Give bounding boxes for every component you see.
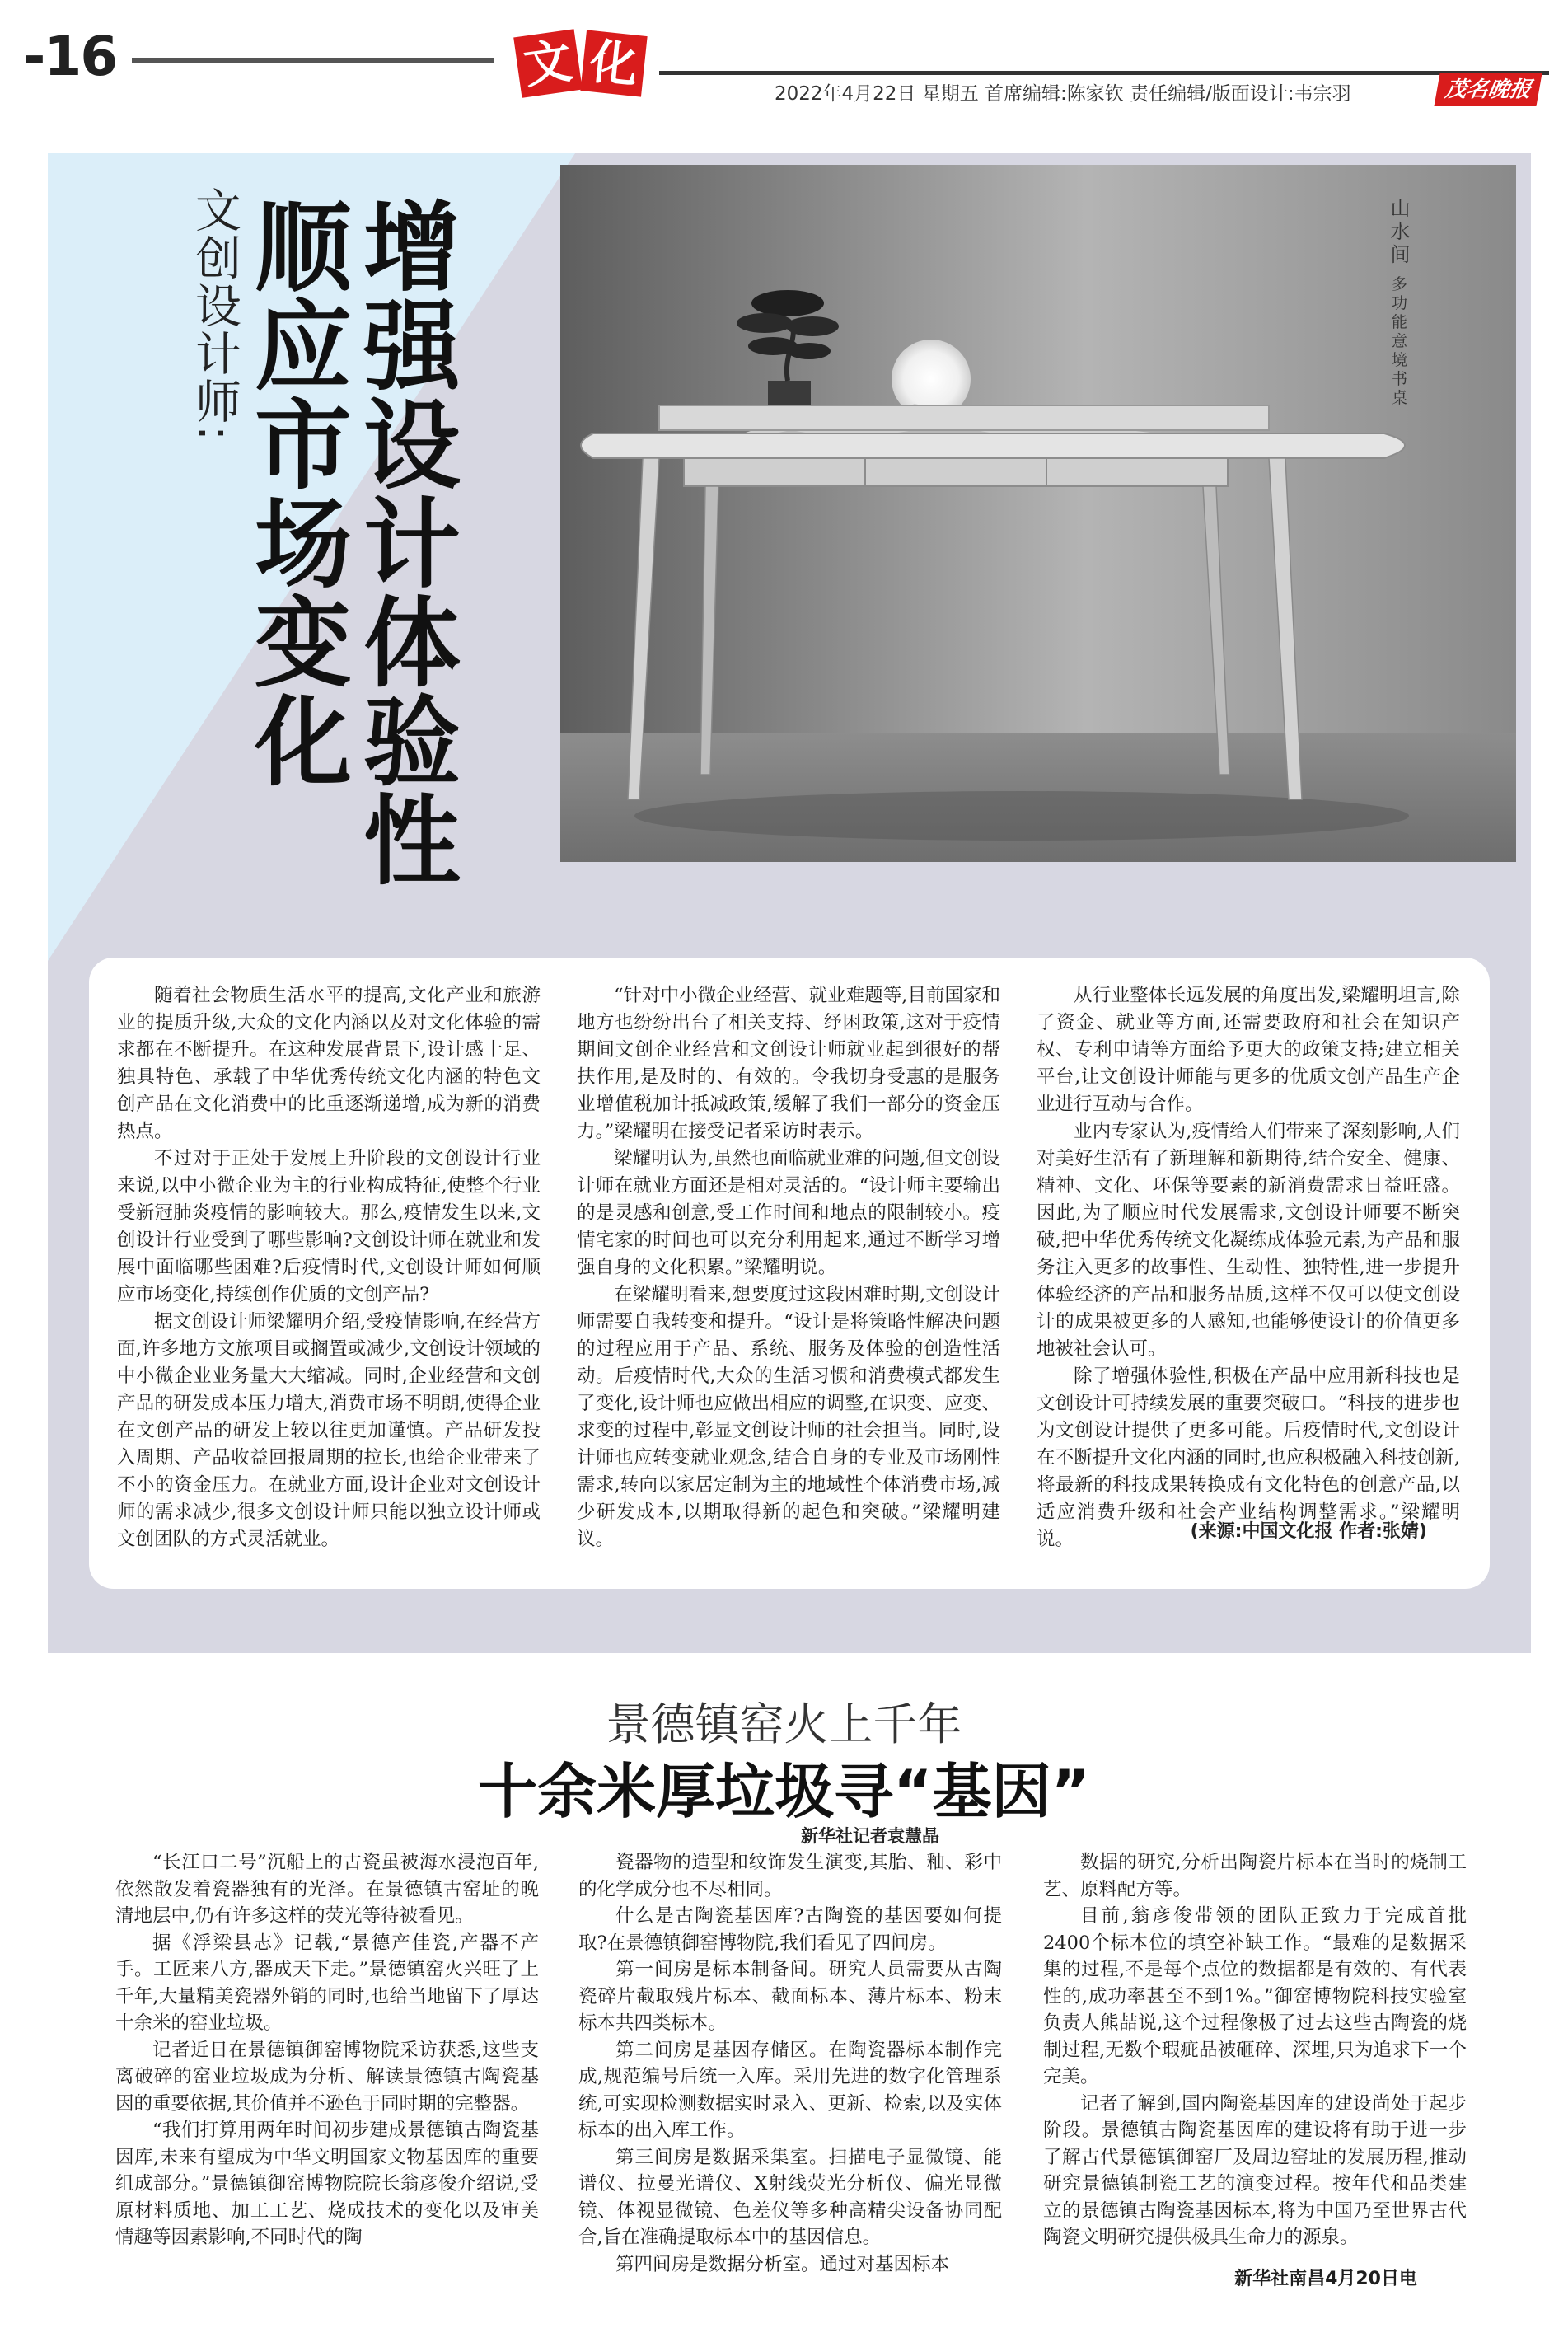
article2-column-2 bbox=[578, 1849, 1002, 2278]
paragraph: 第四间房是数据分析室。通过对基因标本 bbox=[615, 2253, 950, 2275]
paragraph: 业内专家认为,疫情给人们带来了深刻影响,人们对美好生活有了新理解和新期待,结合安全、健康、精神、文化、环保等要素的新消费需求日益旺盛。因此,为了顺应时代发展需求,文创设计师要不断突破,把中华优秀传统文化凝练成体验元素,为产品和服务注入更多的故事性、生动性、独特性,进一步提升体验经济的产品和服务品质,这样不仅可以使文创设计的成果被更多的人感知,也能够使设计的价值更多地被社会认可。 bbox=[1037, 1121, 1460, 1360]
paragraph: 记者了解到,国内陶瓷基因库的建设尚处于起步阶段。景德镇古陶瓷基因库的建设将有助于进一步了解古代景德镇御窑厂及周边窑址的发展历程,推动研究景德镇制瓷工艺的演变过程。按年代和品类建立的景德镇古陶瓷基因标本,将为中国乃至世界古代陶瓷文明研究提供极具生命力的源泉。 bbox=[1043, 2092, 1467, 2248]
article2-headline: 十余米厚垃圾寻“基因” bbox=[478, 1757, 1090, 1826]
issue-credits: 2022年4月22日 星期五 首席编辑:陈家钦 责任编辑/版面设计:韦宗羽 bbox=[775, 83, 1351, 105]
feature-photo bbox=[560, 165, 1516, 862]
article-column-3 bbox=[1037, 982, 1460, 1553]
paragraph: “长江口二号”沉船上的古瓷虽被海水浸泡百年,依然散发着瓷器独有的光泽。在景德镇古窑址的晚清地层中,仍有许多这样的荧光等待被看见。 bbox=[115, 1852, 539, 1927]
section-logo bbox=[517, 21, 649, 97]
paragraph: 什么是古陶瓷基因库?古陶瓷的基因要如何提取?在景德镇御窑博物院,我们看见了四间房。 bbox=[578, 1905, 1002, 1954]
photo-caption-title: 山水间 bbox=[1387, 198, 1410, 267]
paragraph: 从行业整体长远发展的角度出发,梁耀明坦言,除了资金、就业等方面,还需要政府和社会在知识产权、专利申请等方面给予更大的政策支持;建立相关平台,让文创设计师能与更多的优质文创产品生产企业进行互动与合作。 bbox=[1037, 985, 1460, 1115]
section-char-hua: 化 bbox=[580, 30, 647, 96]
article-column-2 bbox=[577, 982, 1000, 1553]
desk-illustration bbox=[560, 165, 1516, 862]
paragraph: 在梁耀明看来,想要度过这段困难时期,文创设计师需要自我转变和提升。“设计是将策略性解决问题的过程应用于产品、系统、服务及体验的创造性活动。后疫情时代,大众的生活习惯和消费模式都发生了变化,设计师也应做出相应的调整,在识变、应变、求变的过程中,彰显文创设计师的社会担当。同时,设计师也应转变就业观念,结合自身的专业及市场刚性需求,转向以家居定制为主的地域性个体消费市场,减少研发成本,以期取得新的起色和突破。”梁耀明建议。 bbox=[577, 1284, 1000, 1550]
paragraph: 瓷器物的造型和纹饰发生演变,其胎、釉、彩中的化学成分也不尽相同。 bbox=[578, 1852, 1002, 1900]
headline-line-1: 增强设计体验性 bbox=[347, 196, 461, 888]
paragraph: 不过对于正处于发展上升阶段的文创设计行业来说,以中小微企业为主的行业构成特征,使整个行业受新冠肺炎疫情的影响较大。那么,疫情发生以来,文创设计行业受到了哪些影响?文创设计师在就业和发展中面临哪些困难?后疫情时代,文创设计师如何顺应市场变化,持续创作优质的文创产品? bbox=[117, 1148, 541, 1305]
info-bar bbox=[659, 71, 1549, 105]
paragraph: 随着社会物质生活水平的提高,文化产业和旅游业的提质升级,大众的文化内涵以及对文化体验的需求都在不断提升。在这种发展背景下,设计感十足、独具特色、承载了中华优秀传统文化内涵的特色文创产品在文化消费中的比重逐渐递增,成为新的消费热点。 bbox=[117, 985, 541, 1142]
article2-column-3 bbox=[1043, 1849, 1467, 2293]
article2-dateline: 新华社南昌4月20日电 bbox=[1234, 2268, 1417, 2289]
paragraph: 目前,翁彦俊带领的团队正致力于完成首批2400个标本位的填空补缺工作。“最难的是数据采集的过程,不是每个点位的数据都是有效的、有代表性的,成功率甚至不到1%。”御窑博物院科技实验室负责人熊喆说,这个过程像极了过去这些古陶瓷的烧制过程,无数个瑕疵品被砸碎、深埋,只为追求下一个完美。 bbox=[1043, 1905, 1467, 2087]
paragraph: 第二间房是基因存储区。在陶瓷器标本制作完成,规范编号后统一入库。采用先进的数字化管理系统,可实现检测数据实时录入、更新、检索,以及实体标本的出入库工作。 bbox=[578, 2039, 1002, 2141]
article2-column-1 bbox=[115, 1849, 539, 2251]
paragraph: 记者近日在景德镇御窑博物院采访获悉,这些支离破碎的窑业垃圾成为分析、解读景德镇古陶瓷基因的重要依据,其价值并不逊色于同时期的完整器。 bbox=[115, 2039, 539, 2115]
article-body-card bbox=[89, 958, 1490, 1589]
paragraph: 据文创设计师梁耀明介绍,受疫情影响,在经营方面,许多地方文旅项目或搁置或减少,文创设计领域的中小微企业业务量大大缩减。同时,企业经营和文创产品的研发成本压力增大,消费市场不明朗,使得企业在文创产品的研发上较以往更加谨慎。产品研发投入周期、产品收益回报周期的拉长,也给企业带来了不小的资金压力。在就业方面,设计企业对文创设计师的需求减少,很多文创设计师只能以独立设计师或文创团队的方式灵活就业。 bbox=[117, 1311, 541, 1550]
article2-header bbox=[0, 1681, 1568, 1846]
kicker: 文创设计师: bbox=[188, 186, 241, 443]
paragraph: 数据的研究,分析出陶瓷片标本在当时的烧制工艺、原料配方等。 bbox=[1043, 1852, 1467, 1900]
masthead bbox=[0, 0, 1568, 115]
feature-article bbox=[48, 153, 1531, 1653]
page-number: -16 bbox=[23, 25, 117, 88]
paper-logo: 茂名晚报 bbox=[1434, 73, 1542, 106]
paragraph: 第三间房是数据采集室。扫描电子显微镜、能谱仪、拉曼光谱仪、X射线荧光分析仪、偏光显微镜、体视显微镜、色差仪等多种高精尖设备协同配合,旨在准确提取标本中的基因信息。 bbox=[578, 2146, 1002, 2248]
paragraph: 除了增强体验性,积极在产品中应用新科技也是文创设计可持续发展的重要突破口。“科技的进步也为文创设计提供了更多可能。后疫情时代,文创设计在不断提升文化内涵的同时,也应积极融入科技创新,将最新的科技成果转换成有文化特色的创意产品,以适应消费升级和社会产业结构调整需求。”梁耀明说。 bbox=[1037, 1365, 1460, 1550]
paragraph: 据《浮梁县志》记载,“景德产佳瓷,产器不产手。工匠来八方,器成天下走。”景德镇窑火兴旺了上千年,大量精美瓷器外销的同时,也给当地留下了厚达十余米的窑业垃圾。 bbox=[115, 1932, 539, 2034]
article-source: (来源:中国文化报 作者:张婧) bbox=[1190, 1521, 1427, 1542]
photo-caption-subtitle: 多功能意境书桌 bbox=[1389, 275, 1407, 409]
paragraph: 第一间房是标本制备间。研究人员需要从古陶瓷碎片截取残片标本、截面标本、薄片标本、粉末标本共四类标本。 bbox=[578, 1959, 1002, 2034]
photo-caption bbox=[1384, 198, 1413, 408]
article2-byline: 新华社记者袁慧晶 bbox=[801, 1826, 939, 1846]
article-column-1 bbox=[117, 982, 541, 1553]
section-char-wen: 文 bbox=[513, 29, 583, 98]
paragraph: “我们打算用两年时间初步建成景德镇古陶瓷基因库,未来有望成为中华文明国家文物基因库的重要组成部分。”景德镇御窑博物院院长翁彦俊介绍说,受原材料质地、加工工艺、烧成技术的变化以及审美情趣等因素影响,不同时代的陶 bbox=[115, 2120, 539, 2248]
masthead-rule bbox=[132, 58, 494, 63]
headline-line-2: 顺应市场变化 bbox=[238, 196, 352, 789]
paragraph: “针对中小微企业经营、就业难题等,目前国家和地方也纷纷出台了相关支持、纾困政策,这对于疫情期间文创企业经营和文创设计师就业起到很好的帮扶作用,是及时的、有效的。令我切身受惠的是服务业增值税加计抵减政策,缓解了我们一部分的资金压力。”梁耀明在接受记者采访时表示。 bbox=[577, 985, 1000, 1142]
paragraph: 梁耀明认为,虽然也面临就业难的问题,但文创设计师在就业方面还是相对灵活的。“设计师主要输出的是灵感和创意,受工作时间和地点的限制较小。疫情宅家的时间也可以充分利用起来,通过不断学习增强自身的文化积累。”梁耀明说。 bbox=[577, 1148, 1000, 1278]
article2-subhead: 景德镇窑火上千年 bbox=[606, 1698, 962, 1750]
